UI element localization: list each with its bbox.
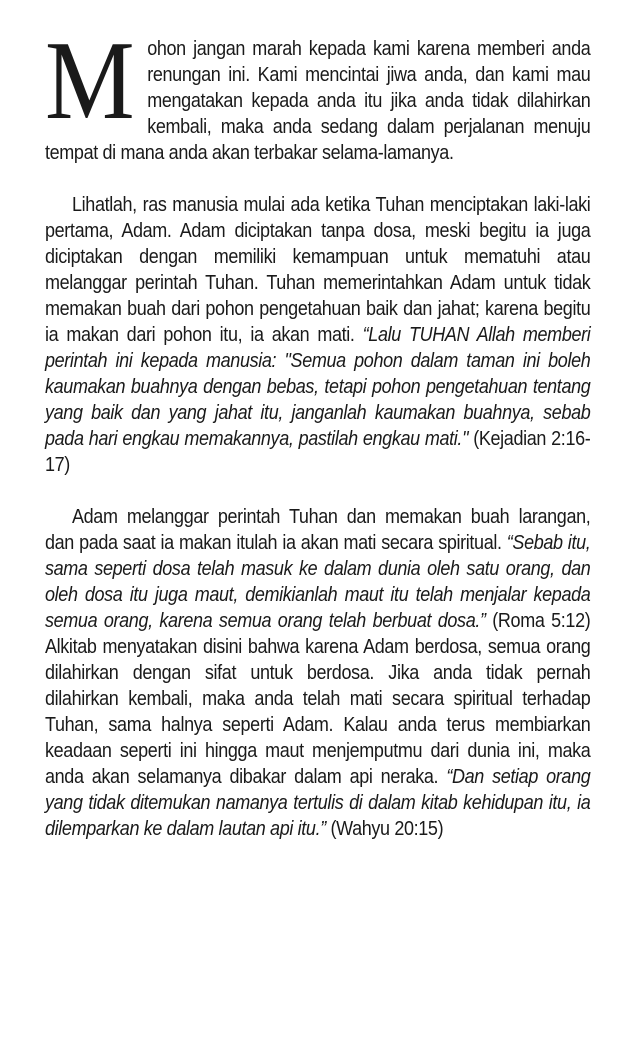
genesis-quote: “Lalu TUHAN Allah memberi perintah ini kepada manusia: "Semua pohon dalam taman ini boleh kaumakan buahnya dengan bebas, tetapi pohon pengetahuan tentang yang baik dan yang jahat itu, janganlah kaumakan buahnya, sebab pada hari engkau memakannya, pastilah engkau mati." bbox=[45, 324, 591, 450]
sin-text: Adam melanggar perintah Tuhan dan memakan buah larangan, dan pada saat ia makan itulah ia akan mati secara spiritual. bbox=[45, 506, 591, 554]
genesis-reference: (Kejadian 2:16-17) bbox=[45, 428, 591, 476]
romans-quote: “Sebab itu, sama seperti dosa telah masuk ke dalam dunia oleh satu orang, dan oleh dosa itu juga maut, demikianlah maut itu telah menjalar kepada semua orang, karena semua orang telah berbuat dosa.” bbox=[45, 532, 591, 632]
paragraph-sin bbox=[45, 504, 590, 842]
revelation-quote: “Dan setiap orang yang tidak ditemukan namanya tertulis di dalam kitab kehidupan itu, ia dilemparkan ke dalam lautan api itu.” bbox=[45, 766, 591, 840]
paragraph-creation bbox=[45, 192, 590, 478]
paragraph-intro bbox=[45, 19, 591, 166]
revelation-reference: (Wahyu 20:15) bbox=[330, 818, 444, 840]
romans-reference: (Roma 5:12) bbox=[492, 610, 591, 632]
sin-text-continued: Alkitab menyatakan disini bahwa karena Adam berdosa, semua orang dilahirkan dengan sifat untuk berdosa. Jika anda tidak pernah dilahirkan kembali, maka anda telah mati secara spiritual terhadap Tuhan, sama halnya seperti Adam. Kalau anda terus membiarkan keadaan seperti ini hingga maut menjemputmu dari dunia ini, maka anda akan selamanya dibakar dalam api neraka. bbox=[45, 636, 591, 788]
creation-text: Lihatlah, ras manusia mulai ada ketika Tuhan menciptakan laki-laki pertama, Adam. Adam diciptakan tanpa dosa, meski begitu ia juga diciptakan dengan memiliki kemampuan untuk mematuhi atau melanggar perintah Tuhan. Tuhan memerintahkan Adam untuk tidak memakan buah dari pohon pengetahuan baik dan jahat; karena begitu ia makan dari pohon itu, ia akan mati. bbox=[45, 194, 591, 346]
tract-page bbox=[45, 19, 591, 842]
drop-cap-letter: M bbox=[45, 19, 135, 143]
intro-text: ohon jangan marah kepada kami karena memberi anda renungan ini. Kami mencintai jiwa anda, dan kami mau mengatakan kepada anda itu jika anda tidak dilahirkan kembali, maka anda sedang dalam perjalanan menuju tempat di mana anda akan terbakar selama-lamanya. bbox=[45, 38, 591, 164]
